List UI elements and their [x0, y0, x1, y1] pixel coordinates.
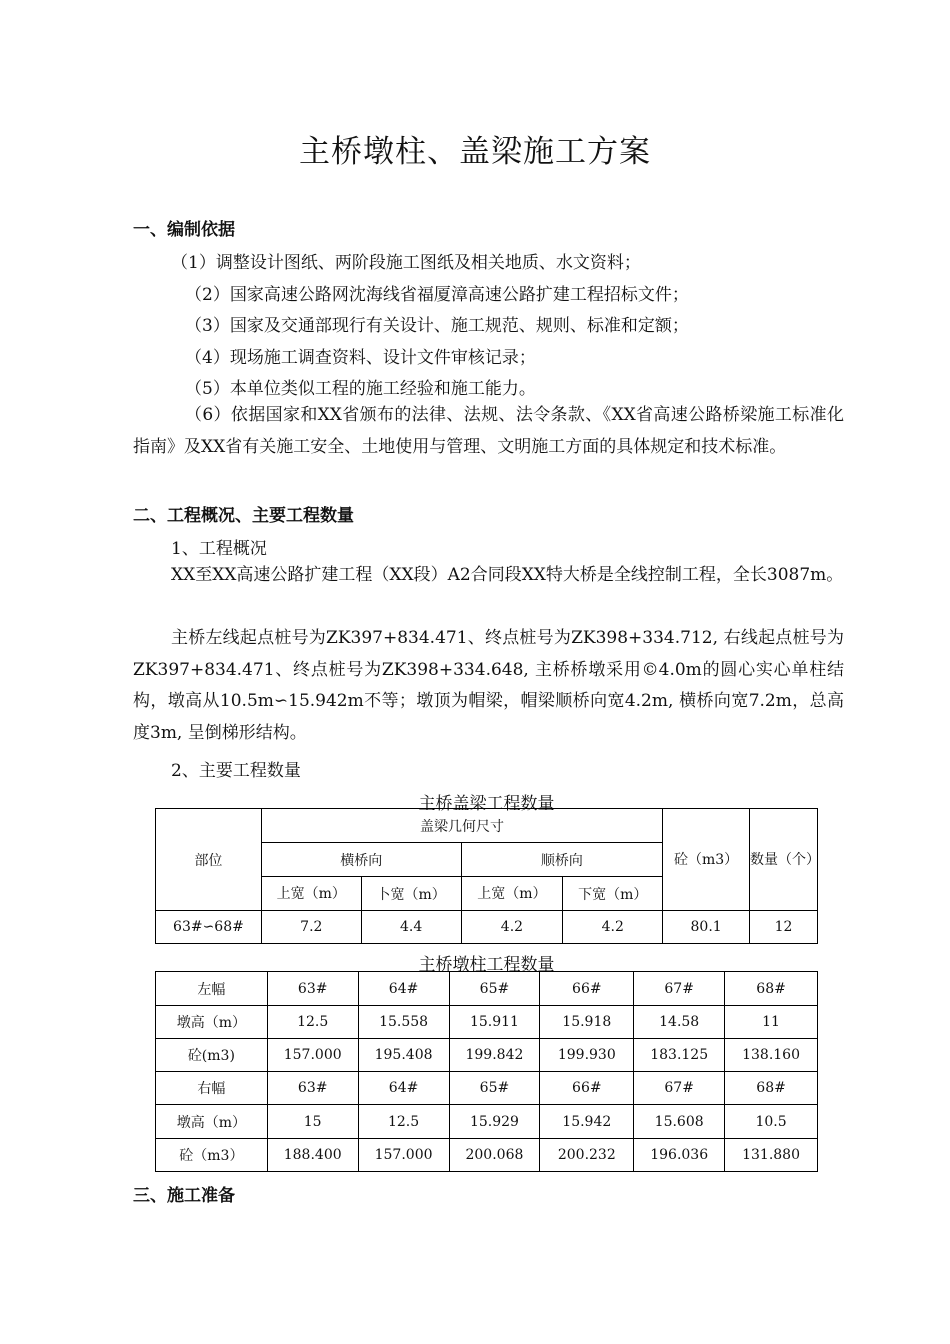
table-cell: 12.5 — [358, 1105, 449, 1139]
table-cell: 墩高（m） — [156, 1105, 268, 1139]
table-cell: 10.5 — [725, 1105, 818, 1139]
table-cell: 15.942 — [540, 1105, 634, 1139]
table-cell: 65# — [449, 972, 540, 1006]
table-cell: 67# — [634, 972, 725, 1006]
table-cell: 66# — [540, 1072, 634, 1105]
table-cell: 7.2 — [261, 911, 361, 944]
table-cell: 左幅 — [156, 972, 268, 1006]
table-row — [156, 1139, 818, 1172]
table-cell: 188.400 — [267, 1139, 358, 1172]
basis-item-4: （4）现场施工调查资料、设计文件审核记录； — [185, 348, 536, 368]
basis-item-6: （6）依据国家和XX省颁布的法律、法规、法令条款、《XX省高速公路桥梁施工标准化指南》及XX省有关施工安全、土地使用与管理、文明施工方面的具体规定和技术标准。 — [133, 405, 844, 457]
table-row — [156, 1105, 818, 1139]
table-cell: 64# — [358, 972, 449, 1006]
table-cell: 200.068 — [449, 1139, 540, 1172]
table-row — [156, 1072, 818, 1105]
table-cell: 砼（m3） — [156, 1139, 268, 1172]
table-cell: 157.000 — [358, 1139, 449, 1172]
table-cell: 15.918 — [540, 1006, 634, 1039]
overview-paragraph-2: 主桥左线起点桩号为ZK397+834.471、终点桩号为ZK398+334.712, 右线起点桩号为ZK397+834.471、终点桩号为ZK398+334.648, 主桥桥墩采用©4.0m的圆心实心单柱结构，墩高从10.5m∽15.942m不等；墩顶为帽梁，帽梁顺桥向宽4.2m, 横桥向宽7.2m，总高度3m, 呈倒梯形结构。 — [133, 628, 844, 743]
header-concrete: 砼（m3） — [663, 809, 750, 911]
header-count: 数量（个） — [750, 809, 818, 911]
pier-quantity-table — [155, 971, 818, 1172]
header-longitudinal: 顺桥向 — [461, 843, 663, 877]
table-row — [156, 1039, 818, 1072]
table-cell: 65# — [449, 1072, 540, 1105]
table-cell: 15.929 — [449, 1105, 540, 1139]
table-cell: 15.558 — [358, 1006, 449, 1039]
section1-heading: 一、编制依据 — [133, 220, 235, 240]
table-cell: 11 — [725, 1006, 818, 1039]
table-cell: 199.930 — [540, 1039, 634, 1072]
table-cell: 68# — [725, 1072, 818, 1105]
table-cell: 67# — [634, 1072, 725, 1105]
capbeam-quantity-table — [155, 808, 821, 944]
table-cell: 131.880 — [725, 1139, 818, 1172]
header-geometry: 盖梁几何尺寸 — [261, 809, 662, 843]
table-row — [156, 972, 818, 1006]
header-bottom-width-longitudinal: 下宽（m） — [563, 877, 663, 911]
table-cell: 68# — [725, 972, 818, 1006]
table-row — [156, 1006, 818, 1039]
table-cell: 63# — [267, 1072, 358, 1105]
table-cell: 80.1 — [663, 911, 750, 944]
table-cell: 12 — [750, 911, 818, 944]
table-cell: 63# — [267, 972, 358, 1006]
overview-paragraph-1: XX至XX高速公路扩建工程（XX段）A2合同段XX特大桥是全线控制工程，全长3087m。 — [171, 565, 844, 585]
basis-item-5: （5）本单位类似工程的施工经验和施工能力。 — [185, 379, 536, 399]
table-cell: 右幅 — [156, 1072, 268, 1105]
table-cell: 200.232 — [540, 1139, 634, 1172]
table-cell: 138.160 — [725, 1039, 818, 1072]
basis-item-1: （1）调整设计图纸、两阶段施工图纸及相关地质、水文资料； — [171, 253, 641, 273]
section2-heading: 二、工程概况、主要工程数量 — [133, 506, 354, 526]
section3-heading: 三、施工准备 — [133, 1186, 235, 1206]
table-cell: 4.4 — [361, 911, 461, 944]
table-cell: 183.125 — [634, 1039, 725, 1072]
subheading-quantities: 2、主要工程数量 — [171, 761, 301, 781]
table-cell: 15 — [267, 1105, 358, 1139]
table1-caption: 主桥盖梁工程数量 — [418, 794, 555, 814]
table-cell: 199.842 — [449, 1039, 540, 1072]
table-cell: 64# — [358, 1072, 449, 1105]
table-cell: 12.5 — [267, 1006, 358, 1039]
table-cell: 63#∽68# — [156, 911, 262, 944]
subheading-overview: 1、工程概况 — [171, 539, 267, 559]
table-cell: 4.2 — [461, 911, 563, 944]
page-title: 主桥墩柱、盖梁施工方案 — [299, 134, 651, 170]
table-cell: 砼(m3) — [156, 1039, 268, 1072]
header-top-width-transverse: 上宽（m） — [261, 877, 361, 911]
basis-item-2: （2）国家高速公路网沈海线省福厦漳高速公路扩建工程招标文件； — [185, 285, 689, 305]
table-cell: 4.2 — [563, 911, 663, 944]
table-cell: 196.036 — [634, 1139, 725, 1172]
table2-caption: 主桥墩柱工程数量 — [418, 955, 555, 975]
table-cell: 15.911 — [449, 1006, 540, 1039]
header-part: 部位 — [156, 809, 262, 911]
header-bottom-width-transverse: 卜宽（m） — [361, 877, 461, 911]
table-cell: 墩高（m） — [156, 1006, 268, 1039]
table-cell: 14.58 — [634, 1006, 725, 1039]
table-cell: 157.000 — [267, 1039, 358, 1072]
table-cell: 66# — [540, 972, 634, 1006]
basis-item-3: （3）国家及交通部现行有关设计、施工规范、规则、标准和定额； — [185, 316, 689, 336]
table-cell: 15.608 — [634, 1105, 725, 1139]
header-top-width-longitudinal: 上宽（m） — [461, 877, 563, 911]
header-transverse: 横桥向 — [261, 843, 461, 877]
table-cell: 195.408 — [358, 1039, 449, 1072]
